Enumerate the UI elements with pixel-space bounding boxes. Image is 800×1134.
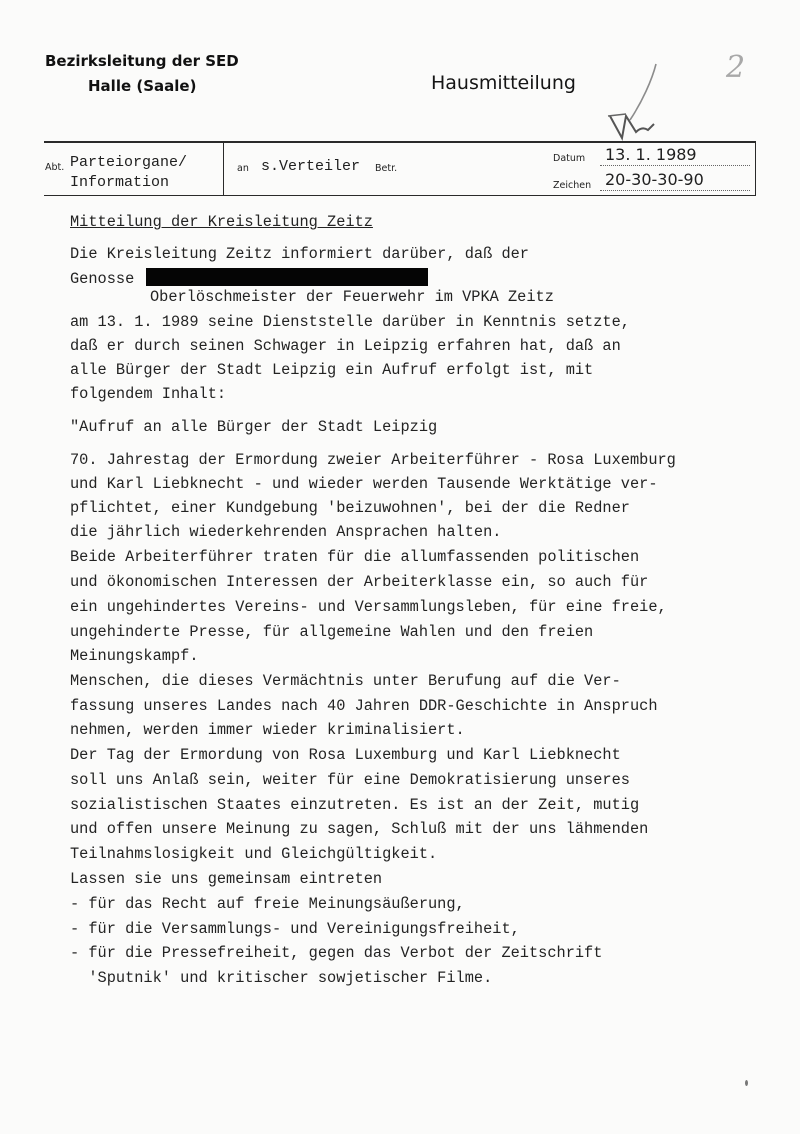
abt-label: Abt. — [45, 162, 65, 173]
body-line: Teilnahmslosigkeit und Gleichgültigkeit. — [70, 845, 438, 863]
body-line: alle Bürger der Stadt Leipzig ein Aufruf erfolgt ist, mit — [70, 361, 594, 379]
zeichen-label: Zeichen — [553, 180, 592, 191]
zeichen-dotted-line — [600, 190, 750, 191]
handwritten-initials-icon — [596, 58, 706, 148]
body-line: Beide Arbeiterführer traten für die allumfassenden politischen — [70, 548, 640, 566]
body-line: "Aufruf an alle Bürger der Stadt Leipzig — [70, 418, 438, 436]
body-line: fassung unseres Landes nach 40 Jahren DDR-Geschichte in Anspruch — [70, 697, 658, 715]
abt-value-line1: Parteiorgane/ — [70, 154, 188, 171]
scan-speck — [745, 1080, 748, 1086]
header-divider-2 — [755, 141, 756, 196]
memo-subject: Mitteilung der Kreisleitung Zeitz — [70, 213, 373, 231]
zeichen-value: 20-30-30-90 — [605, 170, 704, 189]
body-line: die jährlich wiederkehrenden Ansprachen halten. — [70, 523, 502, 541]
body-line: und ökonomischen Interessen der Arbeiterklasse ein, so auch für — [70, 573, 649, 591]
body-line: - für das Recht auf freie Meinungsäußerung, — [70, 895, 465, 913]
datum-label: Datum — [553, 153, 586, 164]
organization-name: Bezirksleitung der SED — [45, 52, 239, 70]
document-type-title: Hausmitteilung — [431, 72, 576, 94]
handwritten-page-number: 2 — [726, 50, 746, 85]
redaction-bar — [146, 268, 428, 286]
organization-city: Halle (Saale) — [88, 77, 197, 95]
an-label: an — [237, 163, 249, 174]
body-line: Lassen sie uns gemeinsam eintreten — [70, 870, 383, 888]
body-line: ungehinderte Presse, für allgemeine Wahlen und den freien — [70, 623, 594, 641]
body-line: Meinungskampf. — [70, 647, 199, 665]
an-value: s.Verteiler — [261, 158, 361, 175]
body-line: daß er durch seinen Schwager in Leipzig erfahren hat, daß an — [70, 337, 621, 355]
body-line: - für die Versammlungs- und Vereinigungsfreiheit, — [70, 920, 520, 938]
body-line: am 13. 1. 1989 seine Dienststelle darüber in Kenntnis setzte, — [70, 313, 630, 331]
body-line: Der Tag der Ermordung von Rosa Luxemburg und Karl Liebknecht — [70, 746, 621, 764]
body-line: sozialistischen Staates einzutreten. Es ist an der Zeit, mutig — [70, 796, 640, 814]
body-line: 70. Jahrestag der Ermordung zweier Arbeiterführer - Rosa Luxemburg — [70, 451, 676, 469]
body-line: 'Sputnik' und kritischer sowjetischer Filme. — [70, 969, 493, 987]
body-line: und Karl Liebknecht - und wieder werden Tausende Werktätige ver- — [70, 475, 658, 493]
body-line: nehmen, werden immer wieder kriminalisiert. — [70, 721, 465, 739]
abt-value-line2: Information — [70, 174, 170, 191]
body-line: soll uns Anlaß sein, weiter für eine Demokratisierung unseres — [70, 771, 630, 789]
body-line: Oberlöschmeister der Feuerwehr im VPKA Zeitz — [150, 288, 554, 306]
datum-value: 13. 1. 1989 — [605, 145, 697, 164]
betr-label: Betr. — [375, 163, 398, 174]
body-line: - für die Pressefreiheit, gegen das Verbot der Zeitschrift — [70, 944, 603, 962]
body-line: Die Kreisleitung Zeitz informiert darüber, daß der — [70, 245, 529, 263]
body-line: Menschen, die dieses Vermächtnis unter Berufung auf die Ver- — [70, 672, 621, 690]
header-divider-1 — [223, 142, 224, 195]
body-line: und offen unsere Meinung zu sagen, Schluß mit der uns lähmenden — [70, 820, 649, 838]
body-line: folgendem Inhalt: — [70, 385, 227, 403]
datum-dotted-line — [600, 165, 750, 166]
header-bottom-rule — [44, 195, 755, 196]
header-top-rule — [44, 141, 755, 143]
body-line: pflichtet, einer Kundgebung 'beizuwohnen', bei der die Redner — [70, 499, 630, 517]
body-line: Genosse — [70, 270, 135, 288]
body-line: ein ungehindertes Vereins- und Versammlungsleben, für eine freie, — [70, 598, 667, 616]
